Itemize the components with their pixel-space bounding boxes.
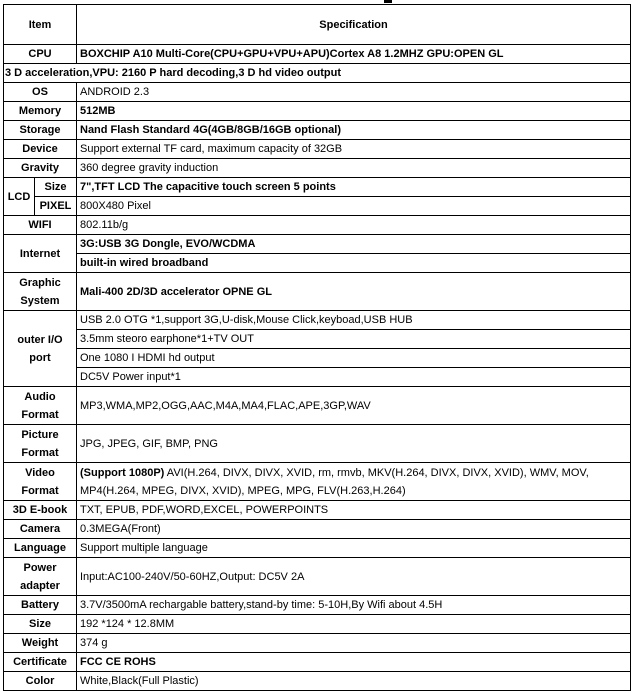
header-row bbox=[4, 5, 631, 45]
row-picture bbox=[4, 425, 631, 463]
cpu-value: BOXCHIP A10 Multi-Core(CPU+GPU+VPU+APU)Cortex A8 1.2MHZ GPU:OPEN GL bbox=[77, 45, 631, 64]
io-label-2: port bbox=[29, 351, 51, 364]
power-label bbox=[4, 558, 77, 596]
row-cpu bbox=[4, 45, 631, 64]
gravity-value: 360 degree gravity induction bbox=[77, 159, 631, 178]
row-color bbox=[4, 672, 631, 691]
row-internet-1 bbox=[4, 235, 631, 254]
internet-value-2: built-in wired broadband bbox=[77, 254, 631, 273]
row-internet-2 bbox=[4, 254, 631, 273]
camera-value: 0.3MEGA(Front) bbox=[77, 520, 631, 539]
color-label: Color bbox=[4, 672, 77, 691]
row-storage-2 bbox=[4, 140, 631, 159]
audio-value: MP3,WMA,MP2,OGG,AAC,M4A,MA4,FLAC,APE,3GP,WAV bbox=[77, 387, 631, 425]
row-memory bbox=[4, 102, 631, 121]
language-value: Support multiple language bbox=[77, 539, 631, 558]
row-battery bbox=[4, 596, 631, 615]
language-label: Language bbox=[4, 539, 77, 558]
gravity-label: Gravity bbox=[4, 159, 77, 178]
lcd-size-value: 7",TFT LCD The capacitive touch screen 5 points bbox=[77, 178, 631, 197]
picture-value: JPG, JPEG, GIF, BMP, PNG bbox=[77, 425, 631, 463]
row-gravity bbox=[4, 159, 631, 178]
row-ebook bbox=[4, 501, 631, 520]
size-label: Size bbox=[4, 615, 77, 634]
row-audio bbox=[4, 387, 631, 425]
wifi-label: WIFI bbox=[4, 216, 77, 235]
video-label-2: Format bbox=[21, 484, 59, 497]
weight-label: Weight bbox=[4, 634, 77, 653]
ebook-value: TXT, EPUB, PDF,WORD,EXCEL, POWERPOINTS bbox=[77, 501, 631, 520]
storage-value-1: Nand Flash Standard 4G(4GB/8GB/16GB optional) bbox=[77, 121, 631, 140]
row-language bbox=[4, 539, 631, 558]
os-value: ANDROID 2.3 bbox=[77, 83, 631, 102]
header-spec: Specification bbox=[77, 5, 631, 45]
io-label bbox=[4, 311, 77, 387]
battery-label: Battery bbox=[4, 596, 77, 615]
video-value-1: AVI(H.264, DIVX, DIVX, XVID, rm, rmvb, MKV(H.264, DIVX, DIVX, XVID), WMV, MOV, bbox=[164, 466, 589, 479]
io-value-2: 3.5mm steoro earphone*1+TV OUT bbox=[77, 330, 631, 349]
video-value bbox=[77, 463, 631, 501]
power-label-2: adapter bbox=[20, 579, 60, 592]
certificate-label: Certificate bbox=[4, 653, 77, 672]
storage-device-label: Device bbox=[4, 140, 77, 159]
row-video bbox=[4, 463, 631, 501]
battery-value: 3.7V/3500mA rechargable battery,stand-by time: 5-10H,By Wifi about 4.5H bbox=[77, 596, 631, 615]
size-value: 192 *124 * 12.8MM bbox=[77, 615, 631, 634]
video-value-2: MP4(H.264, MPEG, DIVX, XVID), MPEG, MPG, FLV(H.263,H.264) bbox=[80, 484, 406, 497]
graphic-value: Mali-400 2D/3D accelerator OPNE GL bbox=[77, 273, 631, 311]
internet-label: Internet bbox=[4, 235, 77, 273]
row-size bbox=[4, 615, 631, 634]
memory-value: 512MB bbox=[77, 102, 631, 121]
cpu-label: CPU bbox=[4, 45, 77, 64]
certificate-value: FCC CE ROHS bbox=[77, 653, 631, 672]
ebook-label: 3D E-book bbox=[4, 501, 77, 520]
memory-label: Memory bbox=[4, 102, 77, 121]
header-item: Item bbox=[4, 5, 77, 45]
video-label-1: Video bbox=[25, 466, 55, 479]
io-label-1: outer I/O bbox=[17, 333, 63, 346]
lcd-size-label: Size bbox=[35, 178, 77, 197]
row-io-2 bbox=[4, 330, 631, 349]
row-graphic bbox=[4, 273, 631, 311]
os-label: OS bbox=[4, 83, 77, 102]
row-lcd-size bbox=[4, 178, 631, 197]
picture-label bbox=[4, 425, 77, 463]
audio-label bbox=[4, 387, 77, 425]
lcd-pixel-label: PIXEL bbox=[35, 197, 77, 216]
power-value: Input:AC100-240V/50-60HZ,Output: DC5V 2A bbox=[77, 558, 631, 596]
io-value-4: DC5V Power input*1 bbox=[77, 368, 631, 387]
audio-label-2: Format bbox=[21, 408, 59, 421]
lcd-label: LCD bbox=[4, 178, 35, 216]
row-wifi bbox=[4, 216, 631, 235]
graphic-label bbox=[4, 273, 77, 311]
graphic-label-2: System bbox=[20, 294, 60, 307]
video-value-bold: (Support 1080P) bbox=[80, 466, 165, 479]
storage-value-2: Support external TF card, maximum capacity of 32GB bbox=[77, 140, 631, 159]
accel-value: 3 D acceleration,VPU: 2160 P hard decoding,3 D hd video output bbox=[4, 64, 631, 83]
graphic-label-1: Graphic bbox=[19, 276, 61, 289]
lcd-pixel-value: 800X480 Pixel bbox=[77, 197, 631, 216]
row-storage-1 bbox=[4, 121, 631, 140]
row-io-4 bbox=[4, 368, 631, 387]
internet-value-1: 3G:USB 3G Dongle, EVO/WCDMA bbox=[77, 235, 631, 254]
row-os bbox=[4, 83, 631, 102]
io-value-3: One 1080 I HDMI hd output bbox=[77, 349, 631, 368]
row-accel bbox=[4, 64, 631, 83]
weight-value: 374 g bbox=[77, 634, 631, 653]
power-label-1: Power bbox=[23, 561, 57, 574]
row-weight bbox=[4, 634, 631, 653]
camera-label: Camera bbox=[4, 520, 77, 539]
io-value-1: USB 2.0 OTG *1,support 3G,U-disk,Mouse Click,keyboad,USB HUB bbox=[77, 311, 631, 330]
spec-table bbox=[3, 4, 631, 691]
row-io-1 bbox=[4, 311, 631, 330]
storage-label: Storage bbox=[4, 121, 77, 140]
row-power bbox=[4, 558, 631, 596]
picture-label-1: Picture bbox=[21, 428, 59, 441]
row-lcd-pixel bbox=[4, 197, 631, 216]
video-label bbox=[4, 463, 77, 501]
wifi-value: 802.11b/g bbox=[77, 216, 631, 235]
row-certificate bbox=[4, 653, 631, 672]
color-value: White,Black(Full Plastic) bbox=[77, 672, 631, 691]
picture-label-2: Format bbox=[21, 446, 59, 459]
row-camera bbox=[4, 520, 631, 539]
row-io-3 bbox=[4, 349, 631, 368]
audio-label-1: Audio bbox=[24, 390, 56, 403]
